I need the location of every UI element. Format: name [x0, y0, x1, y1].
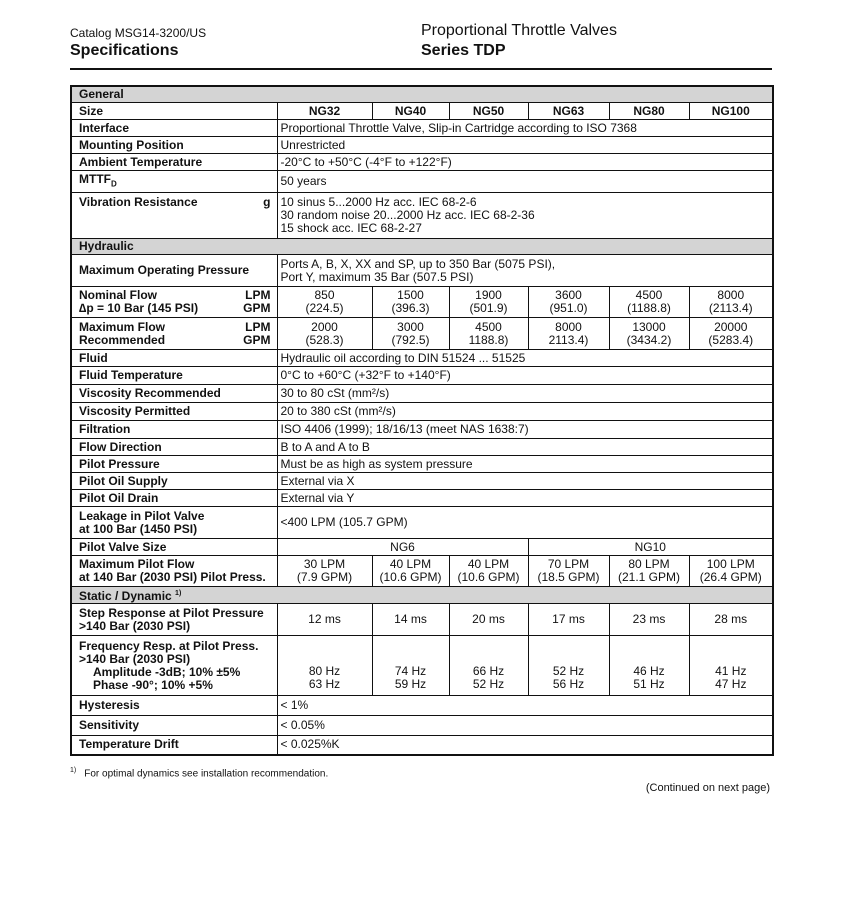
- ambient-label: Ambient Temperature: [71, 154, 277, 171]
- nominal-flow-row: [71, 287, 773, 318]
- pilot-drain-label: Pilot Oil Drain: [71, 490, 277, 507]
- frequency-response-cell: 80 Hz 63 Hz: [277, 636, 372, 696]
- size-ng80: NG80: [609, 103, 689, 120]
- size-ng40: NG40: [372, 103, 449, 120]
- mounting-row: [71, 137, 773, 154]
- ambient-row: [71, 154, 773, 171]
- pilot-size-ng6: NG6: [277, 539, 528, 556]
- frequency-response-label: Frequency Resp. at Pilot Press. >140 Bar (2030 PSI) Amplitude -3dB; 10% ±5% Phase -90°; 10% +5%: [71, 636, 277, 696]
- mttf-value: 50 years: [277, 171, 773, 193]
- flow-dir-label: Flow Direction: [71, 439, 277, 456]
- step-response-cell: 17 ms: [528, 604, 609, 636]
- nominal-flow-cell: 8000 (2113.4): [689, 287, 773, 318]
- fluid-row: [71, 350, 773, 367]
- frequency-response-cell: 41 Hz 47 Hz: [689, 636, 773, 696]
- pilot-size-label: Pilot Valve Size: [71, 539, 277, 556]
- max-pressure-value: Ports A, B, X, XX and SP, up to 350 Bar (5075 PSI), Port Y, maximum 35 Bar (507.5 PSI): [277, 255, 773, 287]
- leakage-row: [71, 507, 773, 539]
- max-flow-row: [71, 318, 773, 350]
- max-flow-cell: 3000 (792.5): [372, 318, 449, 350]
- step-response-cell: 20 ms: [449, 604, 528, 636]
- section-general: General: [71, 86, 773, 103]
- visc-perm-value: 20 to 380 cSt (mm²/s): [277, 403, 773, 421]
- temperature-drift-label: Temperature Drift: [71, 736, 277, 755]
- size-ng32: NG32: [277, 103, 372, 120]
- interface-label: Interface: [71, 120, 277, 137]
- page-header: [70, 22, 772, 70]
- ambient-value: -20°C to +50°C (-4°F to +122°F): [277, 154, 773, 171]
- mounting-value: Unrestricted: [277, 137, 773, 154]
- pilot-flow-cell: 80 LPM (21.1 GPM): [609, 556, 689, 587]
- nominal-flow-cell: 850 (224.5): [277, 287, 372, 318]
- footnote: $^{1)}$ For optimal dynamics see installation recommendation.: [70, 767, 329, 780]
- mttf-row: [71, 171, 773, 193]
- vibration-value: 10 sinus 5...2000 Hz acc. IEC 68-2-6 30 random noise 20...2000 Hz acc. IEC 68-2-36 15 shock acc. IEC 68-2-27: [277, 193, 773, 239]
- step-response-cell: 28 ms: [689, 604, 773, 636]
- leakage-label: Leakage in Pilot Valve at 100 Bar (1450 PSI): [71, 507, 277, 539]
- fluid-value: Hydraulic oil according to DIN 51524 ... 51525: [277, 350, 773, 367]
- frequency-response-cell: 52 Hz 56 Hz: [528, 636, 609, 696]
- max-flow-cell: 2000 (528.3): [277, 318, 372, 350]
- hysteresis-value: < 1%: [277, 696, 773, 716]
- frequency-response-cell: 66 Hz 52 Hz: [449, 636, 528, 696]
- filtration-value: ISO 4406 (1999); 18/16/13 (meet NAS 1638:7): [277, 421, 773, 439]
- sensitivity-label: Sensitivity: [71, 716, 277, 736]
- step-response-label: Step Response at Pilot Pressure >140 Bar (2030 PSI): [71, 604, 277, 636]
- size-ng100: NG100: [689, 103, 773, 120]
- visc-perm-row: [71, 403, 773, 421]
- step-response-row: [71, 604, 773, 636]
- pilot-flow-label: Maximum Pilot Flow at 140 Bar (2030 PSI) Pilot Press.: [71, 556, 277, 587]
- fluid-temp-value: 0°C to +60°C (+32°F to +140°F): [277, 367, 773, 385]
- max-flow-label: Maximum Flow LPM Recommended GPM: [71, 318, 277, 350]
- max-flow-cell: 20000 (5283.4): [689, 318, 773, 350]
- pilot-drain-row: [71, 490, 773, 507]
- nominal-flow-cell: 1500 (396.3): [372, 287, 449, 318]
- max-pressure-row: [71, 255, 773, 287]
- pilot-size-row: [71, 539, 773, 556]
- size-ng50: NG50: [449, 103, 528, 120]
- temperature-drift-row: [71, 736, 773, 755]
- nominal-flow-cell: 3600 (951.0): [528, 287, 609, 318]
- pilot-drain-value: External via Y: [277, 490, 773, 507]
- continued-note: (Continued on next page): [645, 782, 770, 794]
- pilot-flow-cell: 40 LPM (10.6 GPM): [372, 556, 449, 587]
- sensitivity-row: [71, 716, 773, 736]
- pilot-supply-row: [71, 473, 773, 490]
- series-title: Series TDP: [421, 42, 506, 59]
- pilot-flow-cell: 70 LPM (18.5 GPM): [528, 556, 609, 587]
- max-flow-cell: 13000 (3434.2): [609, 318, 689, 350]
- temperature-drift-value: < 0.025%K: [277, 736, 773, 755]
- pilot-flow-cell: 30 LPM (7.9 GPM): [277, 556, 372, 587]
- filtration-row: [71, 421, 773, 439]
- pilot-pressure-label: Pilot Pressure: [71, 456, 277, 473]
- fluid-label: Fluid: [71, 350, 277, 367]
- size-label: Size: [71, 103, 277, 120]
- visc-rec-label: Viscosity Recommended: [71, 385, 277, 403]
- vibration-label: Vibration Resistance g: [71, 193, 277, 239]
- interface-value: Proportional Throttle Valve, Slip-in Cartridge according to ISO 7368: [277, 120, 773, 137]
- pilot-pressure-value: Must be as high as system pressure: [277, 456, 773, 473]
- vibration-row: [71, 193, 773, 239]
- nominal-flow-cell: 1900 (501.9): [449, 287, 528, 318]
- product-title: Proportional Throttle Valves: [421, 22, 617, 39]
- flow-dir-value: B to A and A to B: [277, 439, 773, 456]
- section-title: Specifications: [70, 42, 179, 59]
- specifications-table: [70, 85, 774, 756]
- pilot-flow-cell: 100 LPM (26.4 GPM): [689, 556, 773, 587]
- nominal-flow-label: Nominal Flow LPM ∆p = 10 Bar (145 PSI) GPM: [71, 287, 277, 318]
- flow-dir-row: [71, 439, 773, 456]
- pilot-supply-value: External via X: [277, 473, 773, 490]
- fluid-temp-label: Fluid Temperature: [71, 367, 277, 385]
- hysteresis-row: [71, 696, 773, 716]
- pilot-flow-row: [71, 556, 773, 587]
- frequency-response-cell: 46 Hz 51 Hz: [609, 636, 689, 696]
- max-pressure-label: Maximum Operating Pressure: [71, 255, 277, 287]
- visc-rec-value: 30 to 80 cSt (mm²/s): [277, 385, 773, 403]
- fluid-temp-row: [71, 367, 773, 385]
- mttf-label: $MTTF_D$: [71, 171, 277, 193]
- nominal-flow-cell: 4500 (1188.8): [609, 287, 689, 318]
- visc-rec-row: [71, 385, 773, 403]
- catalog-number: Catalog MSG14-3200/US: [70, 26, 207, 40]
- size-ng63: NG63: [528, 103, 609, 120]
- pilot-supply-label: Pilot Oil Supply: [71, 473, 277, 490]
- filtration-label: Filtration: [71, 421, 277, 439]
- interface-row: [71, 120, 773, 137]
- mounting-label: Mounting Position: [71, 137, 277, 154]
- section-static-dynamic: Static / Dynamic $^{1)}$: [71, 587, 773, 604]
- frequency-response-cell: 74 Hz 59 Hz: [372, 636, 449, 696]
- max-flow-cell: 4500 1188.8): [449, 318, 528, 350]
- frequency-response-row: [71, 636, 773, 696]
- visc-perm-label: Viscosity Permitted: [71, 403, 277, 421]
- pilot-pressure-row: [71, 456, 773, 473]
- leakage-value: <400 LPM (105.7 GPM): [277, 507, 773, 539]
- step-response-cell: 14 ms: [372, 604, 449, 636]
- pilot-size-ng10: NG10: [528, 539, 773, 556]
- pilot-flow-cell: 40 LPM (10.6 GPM): [449, 556, 528, 587]
- hysteresis-label: Hysteresis: [71, 696, 277, 716]
- step-response-cell: 12 ms: [277, 604, 372, 636]
- section-hydraulic: Hydraulic: [71, 239, 773, 255]
- step-response-cell: 23 ms: [609, 604, 689, 636]
- sensitivity-value: < 0.05%: [277, 716, 773, 736]
- size-row: [71, 103, 773, 120]
- max-flow-cell: 8000 2113.4): [528, 318, 609, 350]
